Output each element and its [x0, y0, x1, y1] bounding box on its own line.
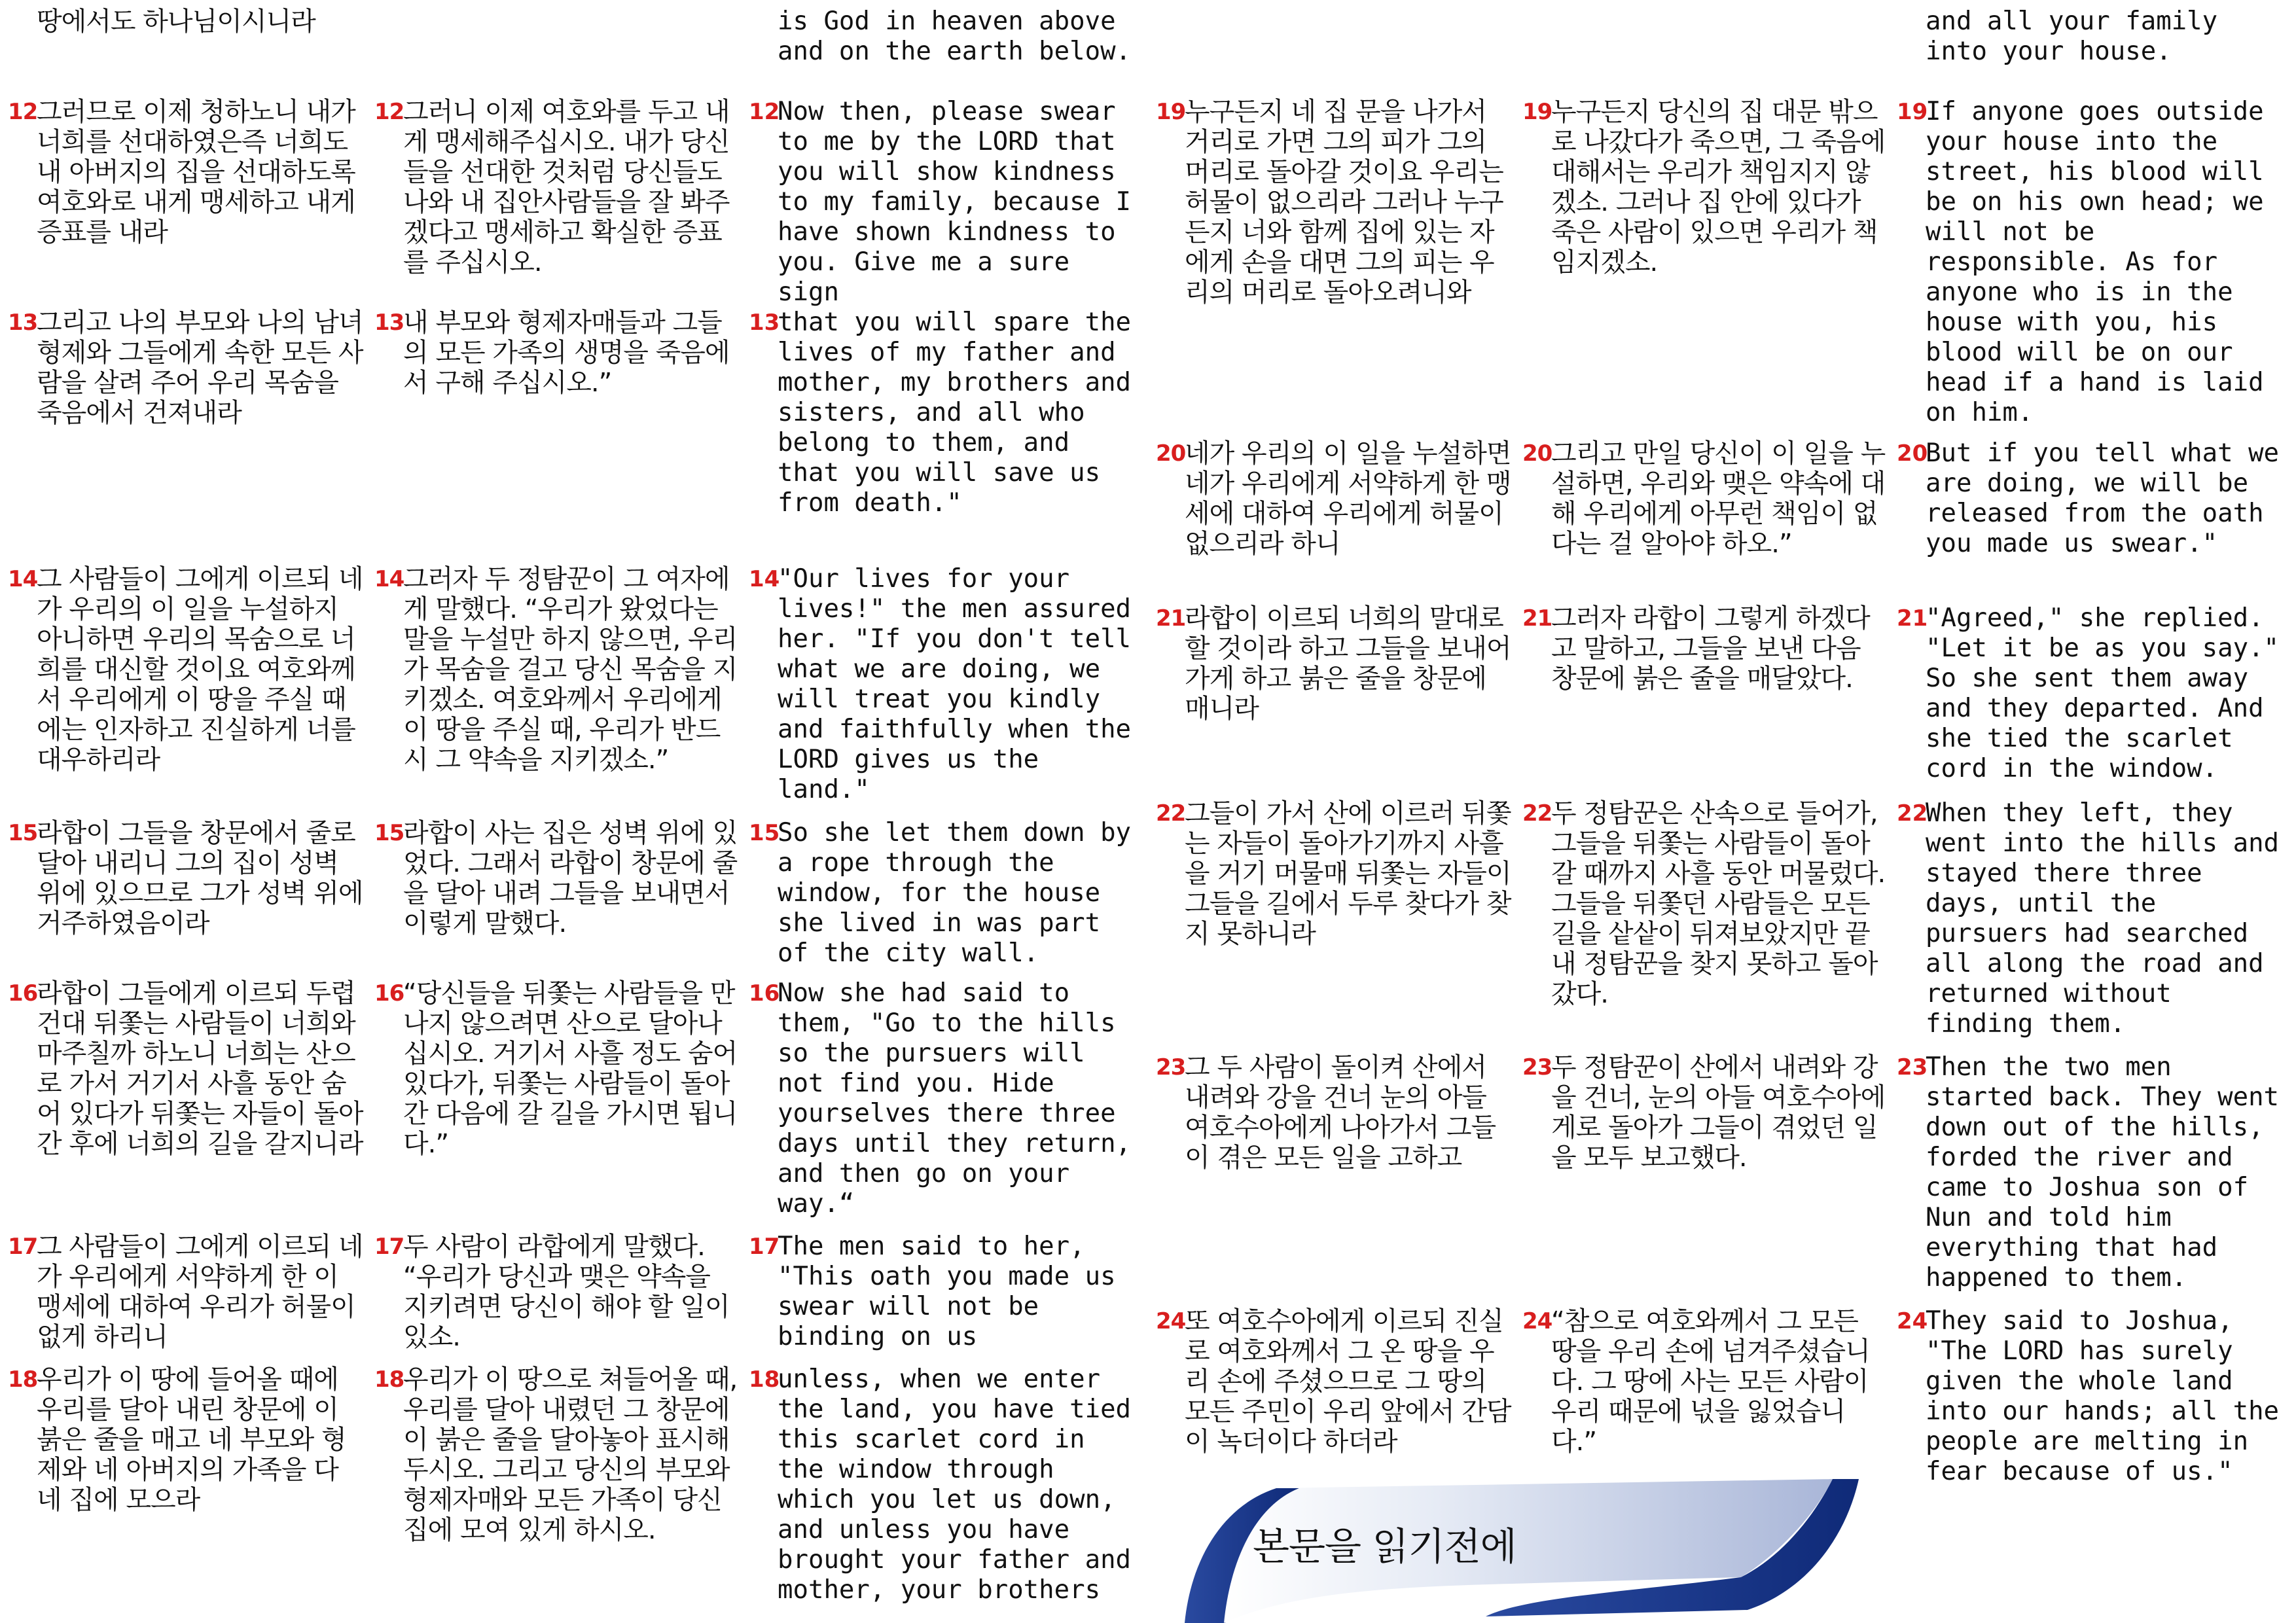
verse-17: 17 두 사람이 라합에게 말했다. “우리가 당신과 맺은 약속을 지키려면 당신이 해야 할 일이 있소.	[374, 1232, 730, 1352]
verse-11-continued: 땅에서도 하나님이시니라	[37, 7, 315, 37]
verse-number: 21	[1522, 605, 1552, 632]
verse-number: 15	[8, 820, 38, 846]
verse-number: 13	[374, 310, 404, 336]
verse-15: 15 So she let them down by a rope through the window, for the house she lived in was part of the city wall.	[749, 818, 1132, 968]
verse-21: 21 라합이 이르되 너희의 말대로 할 것이라 하고 그들을 보내어 가게 하고 붉은 줄을 창문에 매니라	[1156, 603, 1511, 724]
verse-number: 17	[374, 1234, 404, 1260]
verse-12: 12 Now then, please swear to me by the LORD that you will show kindness to my family, because I have shown kindness to you. Give me a sure sign	[749, 97, 1132, 307]
verse-24: 24 They said to Joshua, "The LORD has surely given the whole land into our hands; all the people are melting in fear because of us."	[1897, 1306, 2280, 1486]
verse-number: 15	[374, 820, 404, 846]
verse-14: 14 그러자 두 정탐꾼이 그 여자에게 말했다. “우리가 왔었다는 말을 누설만 하지 않으면, 우리가 목숨을 걸고 당신 목숨을 지키겠소. 여호와께서 우리에게 이 땅을 주실 때, 우리가 반드시 그 약속을 지키겠소.”	[374, 564, 738, 775]
verse-number: 20	[1522, 440, 1552, 467]
verse-14: 14 "Our lives for your lives!" the men assured her. "If you don't tell what we are doing, we will treat you kindly and faithfully when the LORD gives us the land."	[749, 564, 1132, 804]
verse-16: 16 Now she had said to them, "Go to the hills so the pursuers will not find you. Hide yourselves there three days until they return, and then go on your way.“	[749, 978, 1132, 1219]
verse-17: 17 그 사람들이 그에게 이르되 네가 우리에게 서약하게 한 이 맹세에 대하여 우리가 허물이 없게 하리니	[8, 1232, 363, 1352]
verse-number: 17	[8, 1234, 38, 1260]
verse-number: 18	[8, 1366, 38, 1393]
verse-number: 23	[1156, 1054, 1186, 1080]
verse-number: 12	[374, 99, 404, 125]
verse-number: 21	[1897, 605, 1928, 632]
right-page	[1148, 0, 2296, 1623]
verse-number: 13	[8, 310, 38, 336]
verse-15: 15 라합이 사는 집은 성벽 위에 있었다. 그래서 라합이 창문에 줄을 달아 내려 그들을 보내면서 이렇게 말했다.	[374, 818, 738, 938]
verse-number: 17	[749, 1234, 780, 1260]
verse-number: 21	[1156, 605, 1186, 632]
verse-13: 13 그리고 나의 부모와 나의 남녀 형제와 그들에게 속한 모든 사람을 살려 주어 우리 목숨을 죽음에서 건져내라	[8, 308, 363, 428]
verse-19: 19 If anyone goes outside your house into the street, his blood will be on his own head; we will not be responsible. As for anyone who is in the house with you, his blood will be on our head if a hand is laid on him.	[1897, 97, 2264, 427]
verse-21: 21 "Agreed," she replied. "Let it be as you say." So she sent them away and they departed. And she tied the scarlet cord in the window.	[1897, 603, 2280, 783]
verse-22: 22 When they left, they went into the hills and stayed there three days, until the pursuers had searched all along the road and returned without finding them.	[1897, 798, 2280, 1039]
verse-21: 21 그러자 라합이 그렇게 하겠다고 말하고, 그들을 보낸 다음 창문에 붉은 줄을 매달았다.	[1522, 603, 1870, 694]
verse-number: 24	[1897, 1308, 1928, 1334]
verse-number: 20	[1897, 440, 1928, 467]
verse-23: 23 두 정탐꾼이 산에서 내려와 강을 건너, 눈의 아들 여호수아에게로 돌아가 그들이 겪었던 일을 모두 보고했다.	[1522, 1052, 1886, 1173]
verse-number: 22	[1897, 800, 1928, 827]
verse-12: 12 그러니 이제 여호와를 두고 내게 맹세해주십시오. 내가 당신들을 선대한 것처럼 당신들도 나와 내 집안사람들을 잘 봐주겠다고 맹세하고 확실한 증표를 주십시오.	[374, 97, 730, 277]
verse-20: 20 But if you tell what we are doing, we will be released from the oath you made us swear."	[1897, 438, 2280, 558]
verse-number: 20	[1156, 440, 1186, 467]
verse-20: 20 그리고 만일 당신이 이 일을 누설하면, 우리와 맺은 약속에 대해 우리에게 아무런 책임이 없다는 걸 알아야 하오.”	[1522, 438, 1886, 559]
verse-number: 18	[749, 1366, 780, 1393]
verse-17: 17 The men said to her, "This oath you made us swear will not be binding on us	[749, 1232, 1116, 1351]
verse-number: 24	[1522, 1308, 1552, 1334]
verse-number: 23	[1522, 1054, 1552, 1080]
verse-number: 19	[1522, 99, 1552, 125]
verse-20: 20 네가 우리의 이 일을 누설하면 네가 우리에게 서약하게 한 맹세에 대하여 우리에게 허물이 없으리라 하니	[1156, 438, 1511, 559]
verse-12: 12 그러므로 이제 청하노니 내가 너희를 선대하였은즉 너희도 내 아버지의 집을 선대하도록 여호와로 내게 맹세하고 내게 증표를 내라	[8, 97, 355, 247]
verse-number: 22	[1156, 800, 1186, 827]
verse-number: 23	[1897, 1054, 1928, 1080]
verse-number: 16	[749, 980, 780, 1007]
verse-19: 19 누구든지 네 집 문을 나가서 거리로 가면 그의 피가 그의 머리로 돌아갈 것이요 우리는 허물이 없으리라 그러나 누구든지 너와 함께 집에 있는 자에게 손을 대면 그의 피는 우리의 머리로 돌아오려니와	[1156, 97, 1503, 308]
verse-24: 24 또 여호수아에게 이르되 진실로 여호와께서 그 온 땅을 우리 손에 주셨으므로 그 땅의 모든 주민이 우리 앞에서 간담이 녹더이다 하더라	[1156, 1306, 1511, 1457]
verse-22: 22 두 정탐꾼은 산속으로 들어가, 그들을 뒤쫓는 사람들이 돌아갈 때까지 사흘 동안 머물렀다. 그들을 뒤쫓던 사람들은 모든 길을 샅샅이 뒤져보았지만 끝내 정탐꾼을 찾지 못하고 돌아갔다.	[1522, 798, 1886, 1009]
verse-number: 13	[749, 310, 780, 336]
verse-number: 18	[374, 1366, 404, 1393]
verse-24: 24 “참으로 여호와께서 그 모든 땅을 우리 손에 넘겨주셨습니다. 그 땅에 사는 모든 사람이 우리 때문에 넋을 잃었습니다.”	[1522, 1306, 1870, 1457]
verse-number: 14	[749, 566, 780, 592]
verse-11-continued: is God in heaven above and on the earth below.	[778, 7, 1132, 66]
verse-13: 13 내 부모와 형제자매들과 그들의 모든 가족의 생명을 죽음에서 구해 주십시오.”	[374, 308, 730, 398]
verse-number: 19	[1156, 99, 1186, 125]
verse-23: 23 그 두 사람이 돌이켜 산에서 내려와 강을 건너 눈의 아들 여호수아에게 나아가서 그들이 겪은 모든 일을 고하고	[1156, 1052, 1496, 1173]
verse-22: 22 그들이 가서 산에 이르러 뒤쫓는 자들이 돌아가기까지 사흘을 거기 머물매 뒤쫓는 자들이 그들을 길에서 두루 찾다가 찾지 못하니라	[1156, 798, 1511, 949]
verse-number: 24	[1156, 1308, 1186, 1334]
verse-15: 15 라합이 그들을 창문에서 줄로 달아 내리니 그의 집이 성벽 위에 있으므로 그가 성벽 위에 거주하였음이라	[8, 818, 363, 938]
banner-title: 본문을 읽기전에	[1253, 1524, 1516, 1569]
verse-number: 12	[8, 99, 38, 125]
verse-number: 16	[374, 980, 404, 1007]
verse-18: 18 우리가 이 땅으로 쳐들어올 때, 우리를 달아 내렸던 그 창문에 이 붉은 줄을 달아놓아 표시해두시오. 그리고 당신의 부모와 형제자매와 모든 가족이 당신 집에 모여 있게 하시오.	[374, 1364, 738, 1545]
verse-18: 18 unless, when we enter the land, you have tied this scarlet cord in the window through which you let us down, and unless you have brought your father and mother, your brothers	[749, 1364, 1132, 1605]
verse-number: 16	[8, 980, 38, 1007]
verse-23: 23 Then the two men started back. They went down out of the hills, forded the river and came to Joshua son of Nun and told him everything that had happened to them.	[1897, 1052, 2280, 1293]
verse-number: 22	[1522, 800, 1552, 827]
verse-18-continued: and all your family into your house.	[1926, 7, 2218, 66]
verse-14: 14 그 사람들이 그에게 이르되 네가 우리의 이 일을 누설하지 아니하면 우리의 목숨으로 너희를 대신할 것이요 여호와께서 우리에게 이 땅을 주실 때에는 인자하고 진실하게 너를 대우하리라	[8, 564, 363, 775]
verse-16: 16 라합이 그들에게 이르되 두렵건대 뒤쫓는 사람들이 너희와 마주칠까 하노니 너희는 산으로 가서 거기서 사흘 동안 숨어 있다가 뒤쫓는 자들이 돌아간 후에 너희의 길을 갈지니라	[8, 978, 363, 1159]
verse-18: 18 우리가 이 땅에 들어올 때에 우리를 달아 내린 창문에 이 붉은 줄을 매고 네 부모와 형제와 네 아버지의 가족을 다 네 집에 모으라	[8, 1364, 346, 1515]
verse-number: 14	[8, 566, 38, 592]
verse-number: 19	[1897, 99, 1928, 125]
verse-number: 15	[749, 820, 780, 846]
verse-number: 14	[374, 566, 404, 592]
verse-19: 19 누구든지 당신의 집 대문 밖으로 나갔다가 죽으면, 그 죽음에 대해서는 우리가 책임지지 않겠소. 그러나 집 안에 있다가 죽은 사람이 있으면 우리가 책임지겠소.	[1522, 97, 1886, 277]
verse-number: 12	[749, 99, 780, 125]
verse-13: 13 that you will spare the lives of my father and mother, my brothers and sisters, and all who belong to them, and that you will save us from death."	[749, 308, 1132, 518]
verse-16: 16 “당신들을 뒤쫓는 사람들을 만나지 않으려면 산으로 달아나십시오. 거기서 사흘 정도 숨어 있다가, 뒤쫓는 사람들이 돌아간 다음에 갈 길을 가시면 됩니다.”	[374, 978, 738, 1159]
